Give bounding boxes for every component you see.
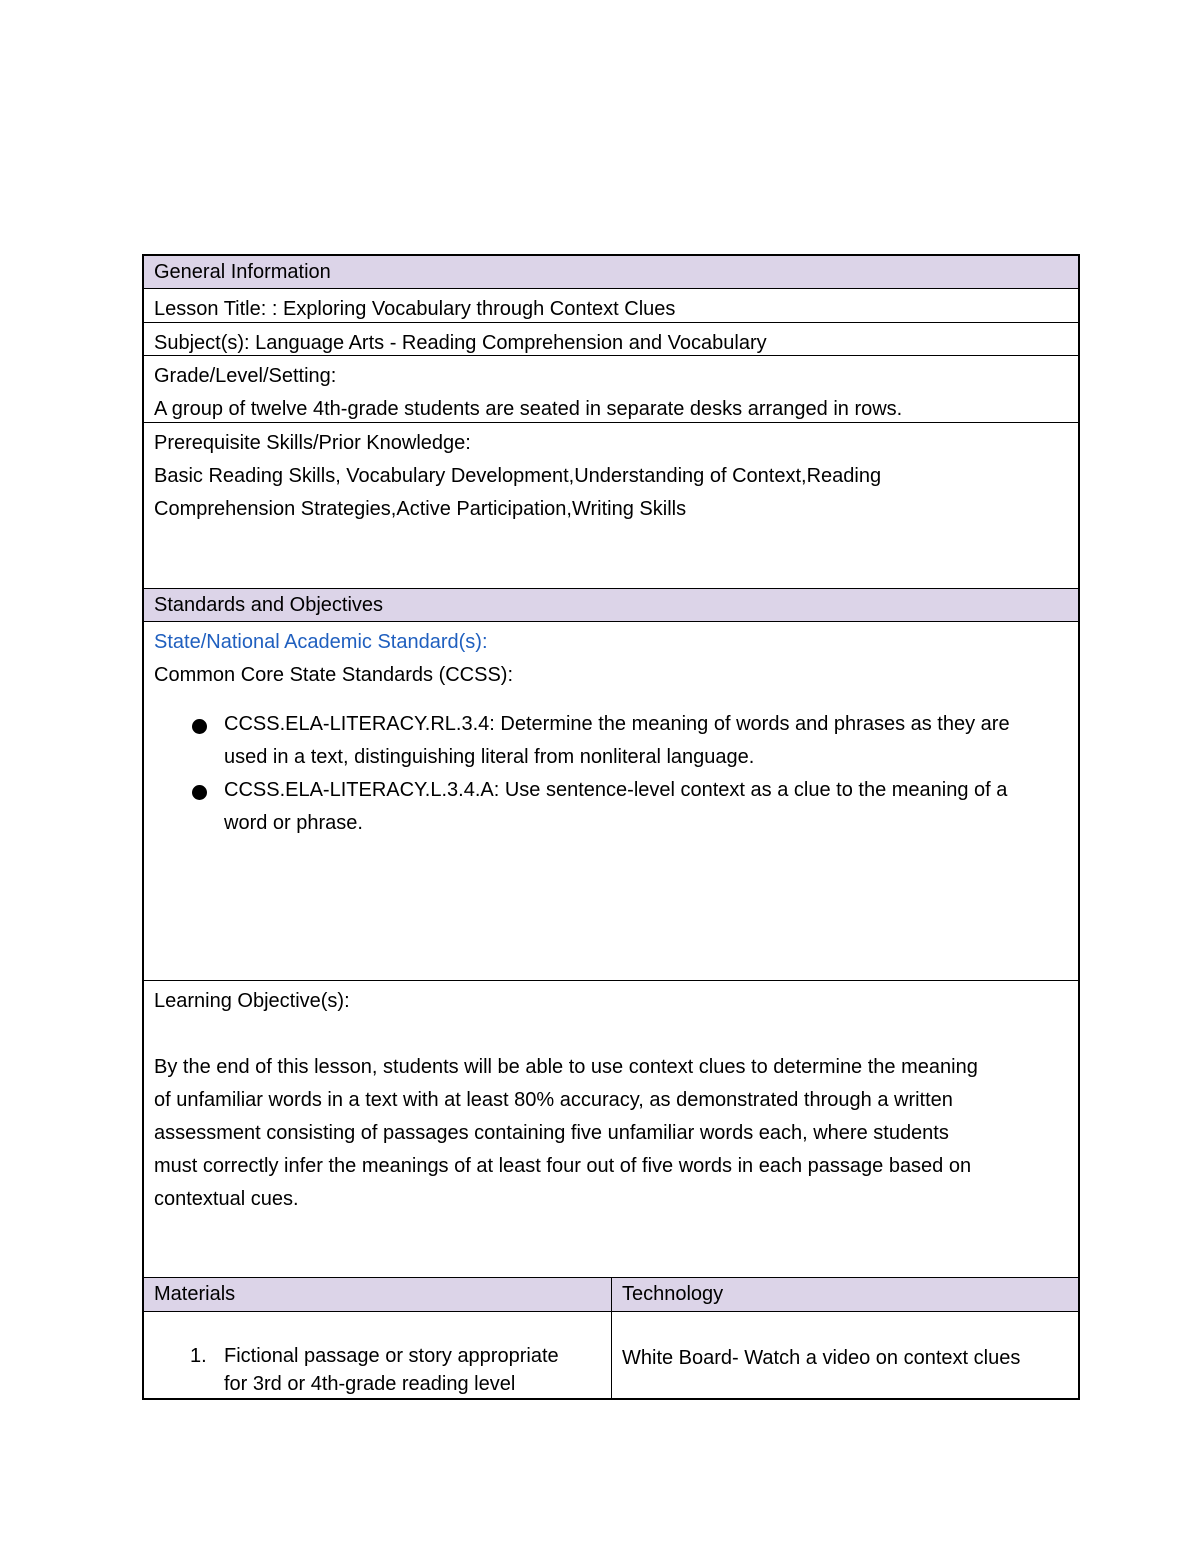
lesson-title-row bbox=[144, 289, 1078, 323]
grade-label: Grade/Level/Setting: bbox=[154, 365, 337, 387]
objective-line: assessment consisting of passages containing five unfamiliar words each, where students bbox=[154, 1122, 949, 1144]
academic-standards-row bbox=[144, 622, 1078, 981]
prerequisite-row bbox=[144, 423, 1078, 589]
grade-level-row bbox=[144, 356, 1078, 423]
technology-cell bbox=[612, 1312, 1078, 1398]
materials-cell bbox=[144, 1312, 612, 1398]
standard-item: CCSS.ELA-LITERACY.RL.3.4: Determine the meaning of words and phrases as they are used in a text, distinguishing literal from nonliteral language. bbox=[154, 708, 1068, 774]
grade-value: A group of twelve 4th-grade students are seated in separate desks arranged in rows. bbox=[154, 398, 903, 420]
prereq-label: Prerequisite Skills/Prior Knowledge: bbox=[154, 432, 471, 454]
objective-line: must correctly infer the meanings of at least four out of five words in each passage based on bbox=[154, 1155, 972, 1177]
materials-technology-row bbox=[144, 1312, 1078, 1398]
ccss-label: Common Core State Standards (CCSS): bbox=[154, 664, 514, 686]
subject-value: Language Arts - Reading Comprehension and Vocabulary bbox=[255, 332, 767, 354]
objective-line: of unfamiliar words in a text with at least 80% accuracy, as demonstrated through a written bbox=[154, 1089, 953, 1111]
materials-technology-header-row bbox=[144, 1278, 1078, 1312]
academic-standard-label: State/National Academic Standard(s): bbox=[154, 631, 488, 653]
technology-header: Technology bbox=[612, 1278, 1078, 1311]
subject-label: Subject(s): bbox=[154, 332, 250, 354]
prereq-line-2: Comprehension Strategies,Active Participation,Writing Skills bbox=[154, 498, 687, 520]
prereq-line-1: Basic Reading Skills, Vocabulary Development,Understanding of Context,Reading bbox=[154, 465, 882, 487]
materials-item-number: 1. bbox=[190, 1345, 207, 1367]
lesson-title-value: : Exploring Vocabulary through Context Clues bbox=[271, 298, 676, 320]
standards-list bbox=[154, 708, 1068, 840]
technology-value: White Board- Watch a video on context clues bbox=[622, 1347, 1021, 1369]
objective-line: contextual cues. bbox=[154, 1188, 299, 1210]
materials-header: Materials bbox=[144, 1278, 612, 1311]
objective-line: By the end of this lesson, students will be able to use context clues to determine the meaning bbox=[154, 1056, 978, 1078]
standard-item: CCSS.ELA-LITERACY.L.3.4.A: Use sentence-level context as a clue to the meaning of a word or phrase. bbox=[154, 774, 1068, 840]
objective-label: Learning Objective(s): bbox=[154, 990, 350, 1012]
materials-item: 1. Fictional passage or story appropriate for 3rd or 4th-grade reading level bbox=[154, 1342, 601, 1398]
standards-header: Standards and Objectives bbox=[144, 589, 1078, 622]
lesson-title-label: Lesson Title: bbox=[154, 298, 267, 320]
subject-row bbox=[144, 323, 1078, 356]
learning-objective-row bbox=[144, 981, 1078, 1278]
general-information-header: General Information bbox=[144, 256, 1078, 289]
lesson-plan-table bbox=[142, 254, 1080, 1400]
